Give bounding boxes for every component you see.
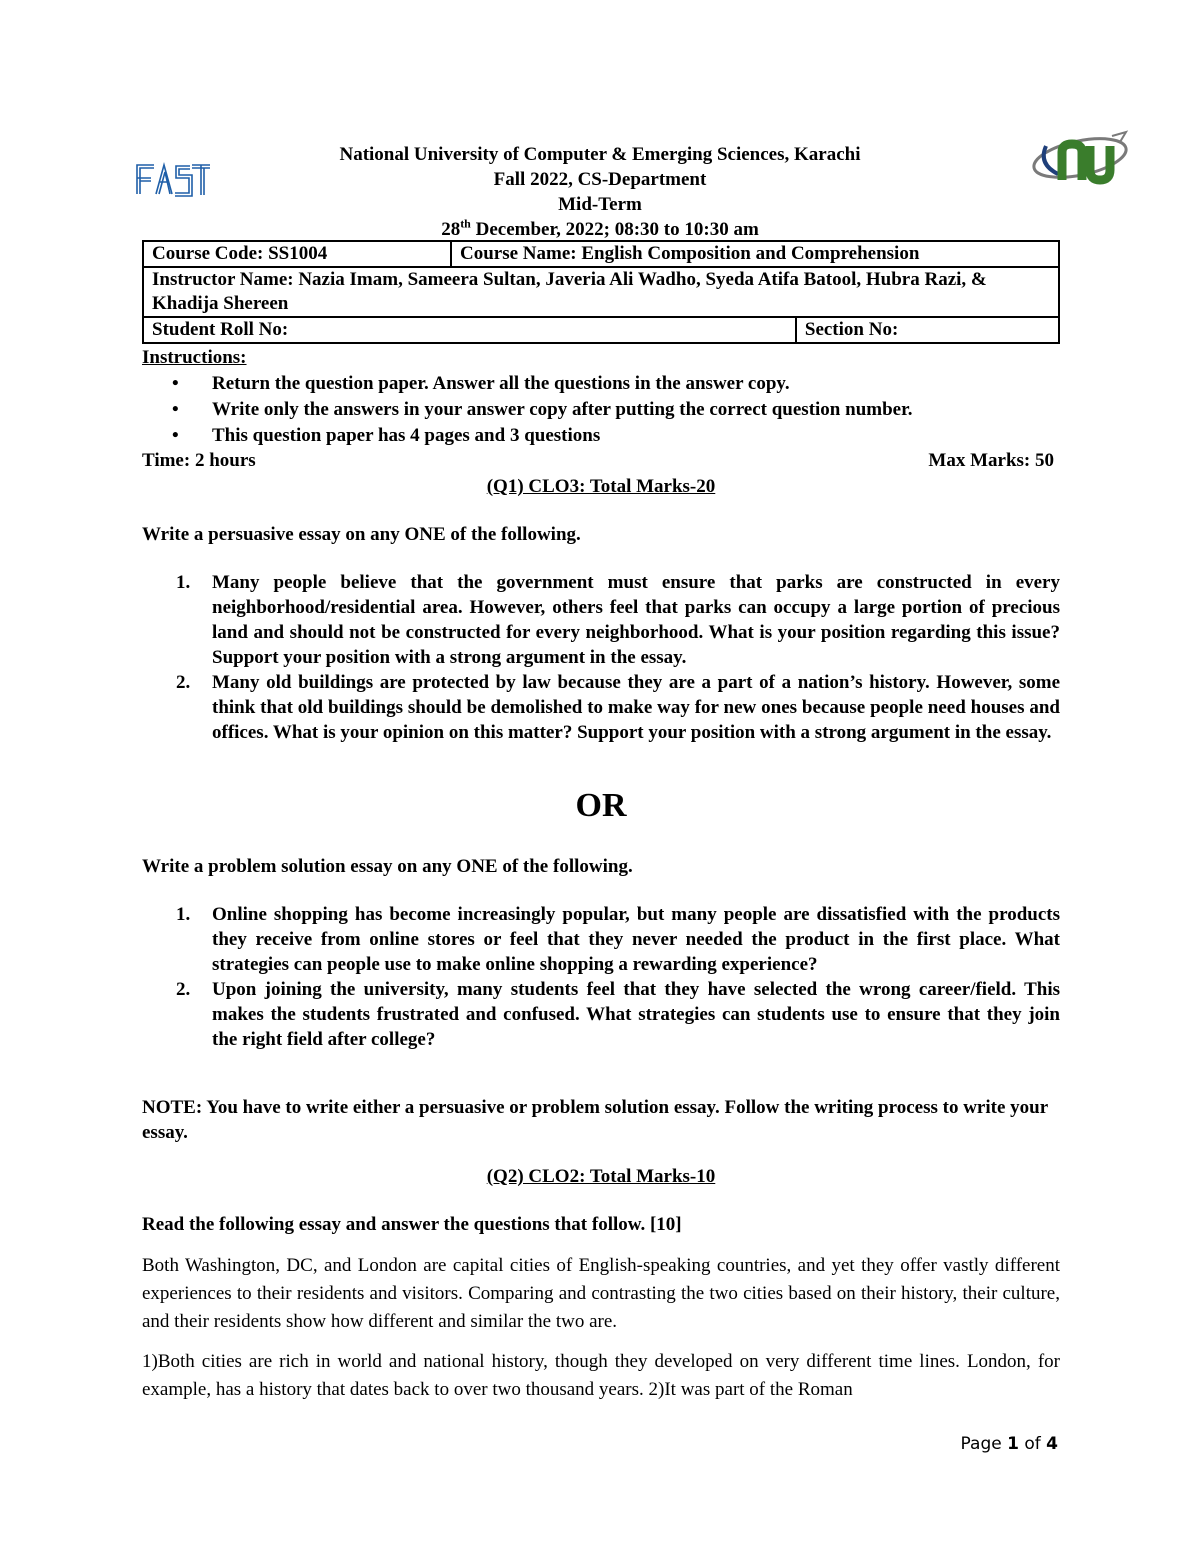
bullet-icon: • <box>172 425 179 446</box>
bullet-icon: • <box>172 399 179 420</box>
q1-persuasive-intro: Write a persuasive essay on any ONE of the following. <box>142 524 581 545</box>
exam-header <box>300 142 900 242</box>
page-number: Page 1 of 4 <box>960 1434 1058 1454</box>
instructor-cell: Instructor Name: Nazia Imam, Sameera Sultan, Javeria Ali Wadho, Syeda Atifa Batool, Hubra Razi, & Khadija Shereen <box>143 267 1059 317</box>
persuasive-topics <box>142 570 1060 745</box>
q2-intro: Read the following essay and answer the questions that follow. [10] <box>142 1214 682 1235</box>
max-marks: Max Marks: 50 <box>928 450 1054 471</box>
q1-note: NOTE: You have to write either a persuasive or problem solution essay. Follow the writing process to write your essay. <box>142 1097 1048 1143</box>
instruction-item: • This question paper has 4 pages and 3 questions <box>142 423 1060 449</box>
course-info-table <box>142 240 1060 344</box>
nu-logo <box>1028 128 1132 188</box>
date-suffix: th <box>460 216 471 231</box>
list-item: 2. Many old buildings are protected by law because they are a part of a nation’s history. However, some think that old buildings should be demolished to make way for new ones because people need houses and offices. What is your opinion on this matter? Support your position with a strong argument in the essay. <box>176 672 1060 743</box>
essay-paragraph: Both Washington, DC, and London are capital cities of English-speaking countries, and yet they offer vastly different experiences to their residents and visitors. Comparing and contrasting the two cities based on their history, their culture, and their residents show how different and similar the two are. <box>142 1255 1060 1332</box>
date-day: 28 <box>441 219 461 240</box>
instruction-item: • Return the question paper. Answer all the questions in the answer copy. <box>142 371 1060 397</box>
q1-heading: (Q1) CLO3: Total Marks-20 <box>486 476 716 497</box>
exam-type: Mid-Term <box>558 194 642 215</box>
university-name: National University of Computer & Emerging Sciences, Karachi <box>339 144 861 165</box>
roll-no-cell: Student Roll No: <box>143 317 796 343</box>
course-name-cell: Course Name: English Composition and Comprehension <box>451 241 1059 267</box>
time-marks-line <box>142 449 1054 473</box>
q1-problem-intro: Write a problem solution essay on any ONE of the following. <box>142 856 633 877</box>
or-divider: OR <box>575 787 627 824</box>
q2-heading: (Q2) CLO2: Total Marks-10 <box>486 1166 716 1187</box>
exam-date <box>300 217 900 242</box>
problem-topics <box>142 902 1060 1052</box>
date-rest: December, 2022; 08:30 to 10:30 am <box>470 219 759 240</box>
course-code-cell: Course Code: SS1004 <box>143 241 451 267</box>
time-allowed: Time: 2 hours <box>142 450 256 471</box>
instruction-item: • Write only the answers in your answer copy after putting the correct question number. <box>142 397 1060 423</box>
essay-paragraph: 1)Both cities are rich in world and national history, though they developed on very different time lines. London, for example, has a history that dates back to over two thousand years. 2)It was part of the Roman <box>142 1351 1060 1400</box>
section-no-cell: Section No: <box>796 317 1059 343</box>
instructions-title: Instructions: <box>142 347 247 368</box>
list-item: 1. Online shopping has become increasingly popular, but many people are dissatisfied with the products they receive from online stores or feel that they never needed the product in the first place. What strategies can people use to make online shopping a rewarding experience? <box>176 904 1060 975</box>
term-line: Fall 2022, CS-Department <box>493 169 707 190</box>
instructions-list <box>142 371 1060 449</box>
list-item: 2. Upon joining the university, many students feel that they have selected the wrong career/field. This makes the students frustrated and confused. What strategies can students use to ensure that they join the right field after college? <box>176 979 1060 1050</box>
bullet-icon: • <box>172 373 179 394</box>
list-item: 1. Many people believe that the government must ensure that parks are constructed in every neighborhood/residential area. However, others feel that parks can occupy a large portion of precious land and should not be constructed for every neighborhood. What is your position regarding this issue? Support your position with a strong argument in the essay. <box>176 572 1060 668</box>
fast-logo <box>134 160 212 198</box>
